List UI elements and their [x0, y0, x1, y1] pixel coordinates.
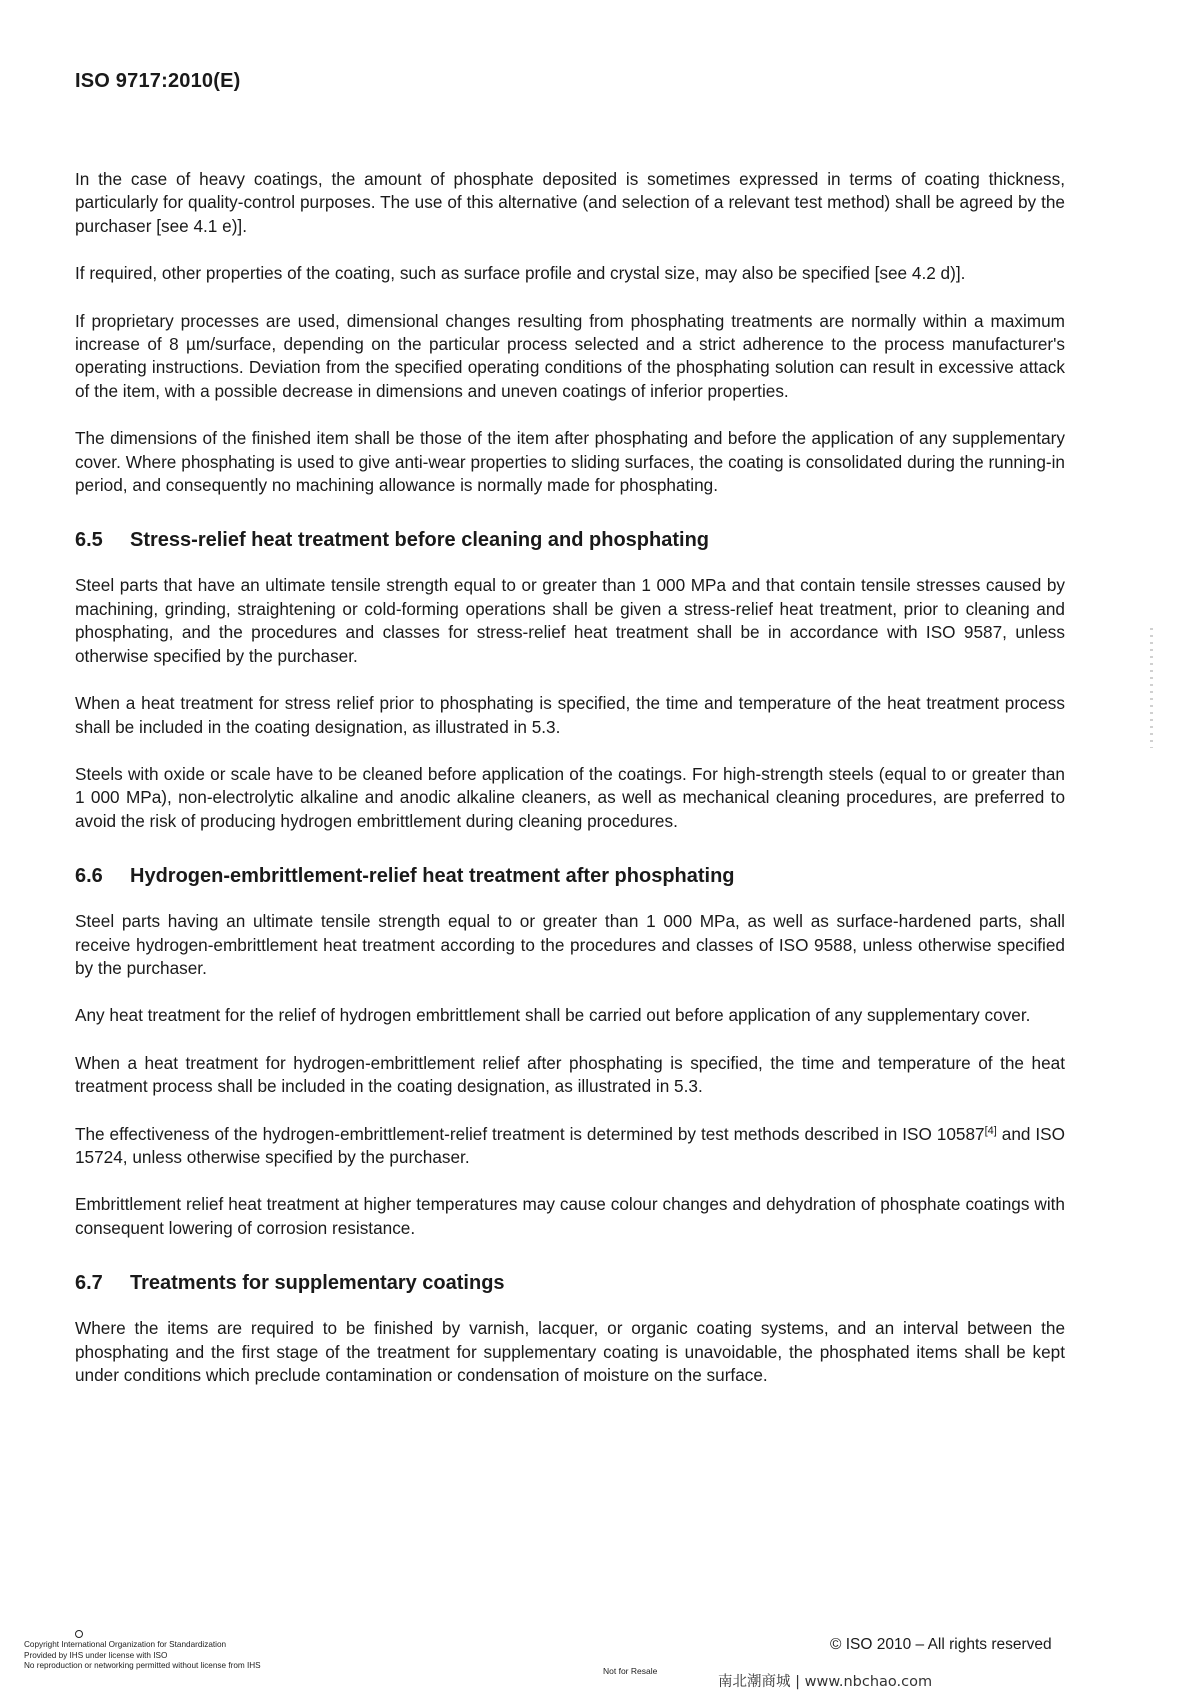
body-paragraph: Where the items are required to be finished by varnish, lacquer, or organic coating systems, and an interval between the phosphating and the first stage of the treatment for supplementary coating is unavoidable, the phosphated items shall be kept under conditions which preclude contamination or condensation of moisture on the surface. — [75, 1318, 1065, 1385]
document-id-header: ISO 9717:2010(E) — [75, 70, 241, 92]
section-heading-6-5 — [75, 529, 1065, 552]
section-title: Treatments for supplementary coatings — [130, 1272, 505, 1295]
not-for-resale-label: Not for Resale — [603, 1666, 658, 1676]
body-paragraph: If required, other properties of the coating, such as surface profile and crystal size, may also be specified [see 4.2 d)]. — [75, 263, 966, 284]
section-number: 6.5 — [75, 529, 103, 552]
copyright-line: Copyright International Organization for Standardization — [24, 1640, 227, 1649]
body-paragraph: In the case of heavy coatings, the amount of phosphate deposited is sometimes expressed in terms of coating thickness, particularly for quality-control purposes. The use of this alternative (and selection of a relevant test method) shall be agreed by the purchaser [see 4.1 e)]. — [75, 169, 1065, 236]
footer-dot-icon — [75, 1630, 83, 1638]
section-title: Hydrogen-embrittlement-relief heat treatment after phosphating — [130, 865, 735, 888]
effectiveness-paragraph — [75, 1123, 1065, 1170]
section-heading-6-7 — [75, 1272, 1065, 1295]
body-paragraph: Steel parts that have an ultimate tensile strength equal to or greater than 1 000 MPa and that contain tensile stresses caused by machining, grinding, straightening or cold-forming operations shall be given a stress-relief heat treatment, prior to cleaning and phosphating, and the procedures and classes for stress-relief heat treatment shall be in accordance with ISO 9587, unless otherwise specified by the purchaser. — [75, 575, 1065, 666]
copyright-line: Provided by IHS under license with ISO — [24, 1650, 168, 1660]
body-paragraph: Embrittlement relief heat treatment at higher temperatures may cause colour changes and dehydration of phosphate coatings with consequent lowering of corrosion resistance. — [75, 1194, 1065, 1238]
body-paragraph: When a heat treatment for stress relief prior to phosphating is specified, the time and temperature of the heat treatment process shall be included in the coating designation, as illustrated in 5.3. — [75, 693, 1065, 737]
effectiveness-text-end: and ISO 15724, unless otherwise specified by the purchaser. — [75, 1123, 1065, 1167]
body-paragraph: Steels with oxide or scale have to be cleaned before application of the coatings. For high-strength steels (equal to or greater than 1 000 MPa), non-electrolytic alkaline and anodic alkaline cleaners, as well as mechanical cleaning procedures, are preferred to avoid the risk of producing hydrogen embrittlement during cleaning procedures. — [75, 763, 1065, 831]
body-paragraph: When a heat treatment for hydrogen-embrittlement relief after phosphating is specified, the time and temperature of the heat treatment process shall be included in the coating designation, as illustrated in 5.3. — [75, 1052, 1065, 1097]
copyright-line: No reproduction or networking permitted without license from IHS — [24, 1661, 261, 1670]
body-paragraph: If proprietary processes are used, dimensional changes resulting from phosphating treatments are normally within a maximum increase of 8 µm/surface, depending on the particular process selected and a strict adherence to the process manufacturer's operating instructions. Deviation from the specified operating conditions of the phosphating solution can result in excessive attack of the item, with a possible decrease in dimensions and uneven coatings of inferior properties. — [75, 310, 1065, 401]
site-watermark: 南北潮商城 | www.nbchao.com — [718, 1674, 933, 1690]
reference-4: [4] — [984, 1124, 997, 1137]
section-heading-6-6 — [75, 865, 1065, 888]
section-title: Stress-relief heat treatment before cleaning and phosphating — [130, 529, 710, 552]
body-paragraph: Steel parts having an ultimate tensile strength equal to or greater than 1 000 MPa, as well as surface-hardened parts, shall receive hydrogen-embrittlement heat treatment according to the procedures and classes of ISO 9588, unless otherwise specified by the purchaser. — [75, 911, 1065, 978]
iso-rights-notice: © ISO 2010 – All rights reserved — [830, 1636, 1052, 1653]
body-paragraph: Any heat treatment for the relief of hydrogen embrittlement shall be carried out before application of any supplementary cover. — [75, 1005, 1031, 1026]
scan-margin-marks — [1150, 628, 1153, 748]
section-number: 6.7 — [75, 1272, 103, 1295]
section-number: 6.6 — [75, 865, 103, 888]
body-paragraph: The dimensions of the finished item shall be those of the item after phosphating and before the application of any supplementary cover. Where phosphating is used to give anti-wear properties to sliding surfaces, the coating is consolidated during the running-in period, and consequently no machining allowance is normally made for phosphating. — [75, 428, 1065, 496]
document-body — [75, 168, 1065, 1411]
effectiveness-text-start: The effectiveness of the hydrogen-embrittlement-relief treatment is determined by test methods described in ISO 10587 — [75, 1123, 985, 1144]
ihs-copyright-notice — [24, 1640, 261, 1672]
